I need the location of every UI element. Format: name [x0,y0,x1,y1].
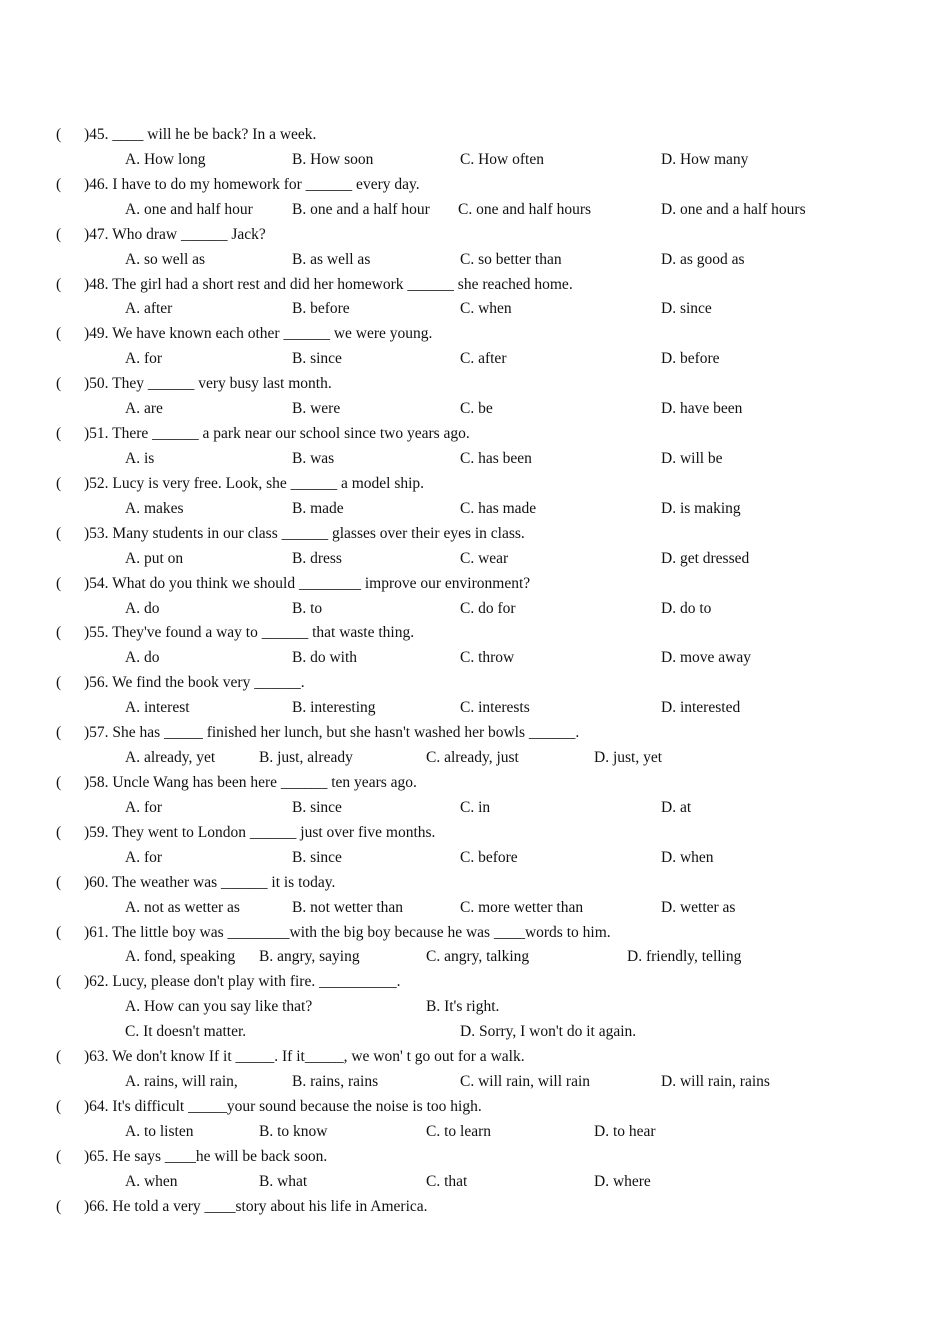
option-b: B. interesting [292,699,376,717]
options-row [0,1120,950,1145]
question-row [0,821,950,846]
option-a: A. do [125,649,160,667]
answer-blank[interactable]: ( [56,275,62,293]
option-d: D. to hear [594,1122,656,1140]
question-stem: )56. We find the book very ______. [84,674,305,692]
option-d: D. will be [661,449,723,467]
option-a: A. is [125,449,155,467]
option-c: C. throw [460,649,515,667]
option-b: B. dress [292,549,342,567]
option-b: B. as well as [292,250,371,268]
option-c: C. It doesn't matter. [125,1023,247,1041]
question-stem: )60. The weather was ______ it is today. [84,873,336,891]
option-c: C. has been [460,449,532,467]
option-c: C. interests [460,699,530,717]
option-a: A. do [125,599,160,617]
question-row [0,522,950,547]
option-d: D. have been [661,400,743,418]
option-c: C. one and half hours [458,200,592,218]
options-row [0,696,950,721]
option-d: D. Sorry, I won't do it again. [460,1023,637,1041]
option-b: B. just, already [259,749,353,767]
answer-blank[interactable]: ( [56,425,62,443]
question-row [0,223,950,248]
answer-blank[interactable]: ( [56,773,62,791]
option-c: C. so better than [460,250,562,268]
option-a: A. when [125,1172,178,1190]
option-c: C. has made [460,499,537,517]
option-d: D. as good as [661,250,745,268]
question-stem: )66. He told a very ____story about his life in America. [84,1197,428,1215]
question-stem: )63. We don't know If it _____. If it_____, we won' t go out for a walk. [84,1048,525,1066]
option-a: A. for [125,848,163,866]
option-d: D. one and a half hours [661,200,806,218]
question-row [0,322,950,347]
answer-blank[interactable]: ( [56,474,62,492]
option-b: B. since [292,848,342,866]
option-b: B. to know [259,1122,328,1140]
question-row [0,721,950,746]
options-row [0,995,950,1020]
option-a: A. for [125,798,163,816]
option-d: D. get dressed [661,549,750,567]
option-a: A. How long [125,150,206,168]
question-stem: )51. There ______ a park near our school since two years ago. [84,425,470,443]
option-c: C. to learn [426,1122,491,1140]
options-row [0,148,950,173]
options-row [0,796,950,821]
option-d: D. is making [661,499,741,517]
answer-blank[interactable]: ( [56,1048,62,1066]
options-row [0,746,950,771]
option-d: D. move away [661,649,751,667]
option-a: A. How can you say like that? [125,998,313,1016]
options-row [0,547,950,572]
question-row [0,123,950,148]
option-d: D. at [661,798,692,816]
option-c: C. angry, talking [426,948,530,966]
options-row [0,597,950,622]
option-b: B. to [292,599,323,617]
question-row [0,472,950,497]
question-stem: )65. He says ____he will be back soon. [84,1147,328,1165]
option-c: C. be [460,400,493,418]
option-a: A. are [125,400,163,418]
question-row [0,621,950,646]
question-stem: )58. Uncle Wang has been here ______ ten years ago. [84,773,417,791]
option-c: C. more wetter than [460,898,584,916]
option-c: C. when [460,300,512,318]
answer-blank[interactable]: ( [56,126,62,143]
question-row [0,273,950,298]
option-d: D. How many [661,150,749,168]
answer-blank[interactable]: ( [56,175,62,193]
option-c: C. after [460,350,507,368]
options-row [0,846,950,871]
question-stem: )45. ____ will he be back? In a week. [84,126,317,143]
option-a: A. for [125,350,163,368]
answer-blank[interactable]: ( [56,624,62,642]
question-row [0,422,950,447]
option-b: B. do with [292,649,358,667]
question-row [0,771,950,796]
options-row [0,297,950,322]
question-stem: )52. Lucy is very free. Look, she ______ a model ship. [84,474,425,492]
question-stem: )61. The little boy was ________with the big boy because he was ____words to him. [84,923,611,941]
option-b: B. before [292,300,350,318]
option-b: B. It's right. [426,998,500,1016]
option-c: C. wear [460,549,509,567]
question-row [0,970,950,995]
option-c: C. that [426,1172,468,1190]
option-b: B. How soon [292,150,374,168]
answer-blank[interactable]: ( [56,1147,62,1165]
answer-blank[interactable]: ( [56,375,62,393]
question-row [0,921,950,946]
option-b: B. not wetter than [292,898,404,916]
options-row [0,347,950,372]
option-d: D. do to [661,599,712,617]
question-row [0,1145,950,1170]
option-d: D. where [594,1172,651,1190]
option-a: A. fond, speaking [125,948,236,966]
option-c: C. before [460,848,518,866]
option-a: A. rains, will rain, [125,1073,238,1091]
options-row [0,896,950,921]
option-a: A. one and half hour [125,200,253,218]
answer-blank[interactable]: ( [56,574,62,592]
question-stem: )46. I have to do my homework for ______ every day. [84,175,420,193]
option-a: A. not as wetter as [125,898,240,916]
answer-blank[interactable]: ( [56,973,62,991]
option-c: C. in [460,798,491,816]
option-b: B. what [259,1172,308,1190]
question-stem: )49. We have known each other ______ we were young. [84,325,433,343]
option-b: B. since [292,798,342,816]
options-row [0,497,950,522]
option-d: D. interested [661,699,741,717]
option-a: A. put on [125,549,184,567]
option-b: B. angry, saying [259,948,360,966]
options-row [0,248,950,273]
answer-blank[interactable]: ( [56,1197,62,1215]
option-a: A. so well as [125,250,206,268]
question-stem: )53. Many students in our class ______ glasses over their eyes in class. [84,524,525,542]
question-row [0,173,950,198]
option-d: D. friendly, telling [627,948,742,966]
question-row [0,1095,950,1120]
question-row [0,671,950,696]
option-b: B. was [292,449,335,467]
question-stem: )64. It's difficult _____your sound because the noise is too high. [84,1097,482,1115]
option-a: A. to listen [125,1122,194,1140]
option-b: B. made [292,499,344,517]
option-c: C. will rain, will rain [460,1073,591,1091]
question-row [0,1045,950,1070]
question-stem: )50. They ______ very busy last month. [84,375,332,393]
answer-blank[interactable]: ( [56,524,62,542]
question-stem: )59. They went to London ______ just over five months. [84,823,436,841]
options-row [0,646,950,671]
options-row [0,397,950,422]
options-row [0,1020,950,1045]
answer-blank[interactable]: ( [56,923,62,941]
question-stem: )62. Lucy, please don't play with fire. __________. [84,973,401,991]
options-row [0,1070,950,1095]
option-d: D. when [661,848,714,866]
answer-blank[interactable]: ( [56,823,62,841]
option-a: A. makes [125,499,184,517]
option-a: A. after [125,300,173,318]
option-b: B. one and a half hour [292,200,430,218]
options-row [0,447,950,472]
answer-blank[interactable]: ( [56,325,62,343]
option-d: D. will rain, rains [661,1073,770,1091]
option-b: B. rains, rains [292,1073,379,1091]
question-row [0,871,950,896]
option-c: C. do for [460,599,516,617]
exam-page [0,123,950,1220]
option-a: A. already, yet [125,749,216,767]
question-stem: )47. Who draw ______ Jack? [84,225,266,243]
options-row [0,945,950,970]
answer-blank[interactable]: ( [56,1097,62,1115]
question-stem: )57. She has _____ finished her lunch, but she hasn't washed her bowls ______. [84,724,580,742]
option-d: D. since [661,300,712,318]
option-d: D. wetter as [661,898,736,916]
options-row [0,198,950,223]
option-b: B. were [292,400,341,418]
option-d: D. before [661,350,720,368]
answer-blank[interactable]: ( [56,225,62,243]
option-c: C. already, just [426,749,519,767]
question-stem: )48. The girl had a short rest and did her homework ______ she reached home. [84,275,573,293]
question-stem: )55. They've found a way to ______ that waste thing. [84,624,415,642]
question-row [0,1195,950,1220]
option-a: A. interest [125,699,190,717]
option-b: B. since [292,350,342,368]
option-c: C. How often [460,150,544,168]
answer-blank[interactable]: ( [56,873,62,891]
answer-blank[interactable]: ( [56,724,62,742]
question-stem: )54. What do you think we should ________ improve our environment? [84,574,531,592]
answer-blank[interactable]: ( [56,674,62,692]
question-row [0,572,950,597]
question-row [0,372,950,397]
options-row [0,1170,950,1195]
option-d: D. just, yet [594,749,663,767]
